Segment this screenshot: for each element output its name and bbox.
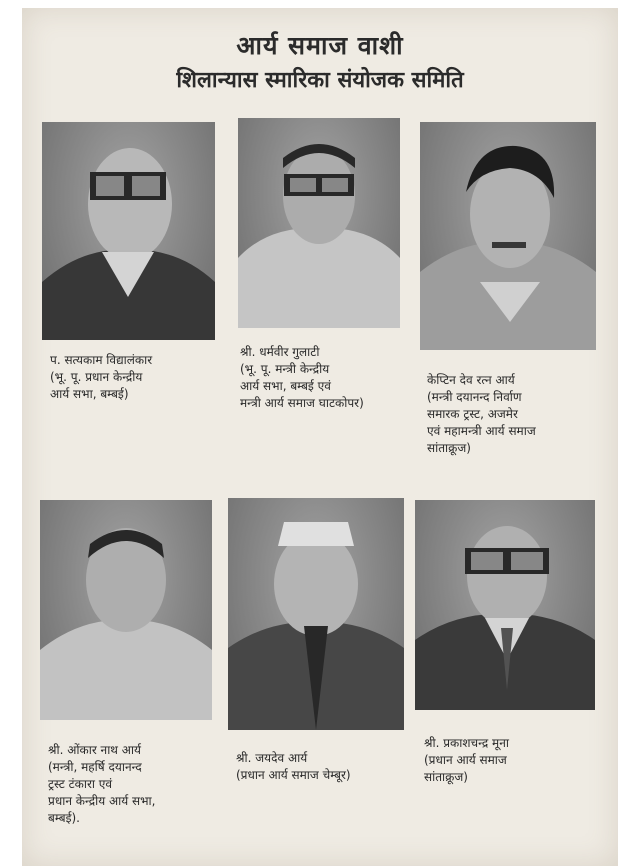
member-name: केप्टिन देव रत्न आर्य	[427, 373, 515, 387]
member-detail-line: आर्य सभा, बम्बई)	[50, 387, 129, 401]
member-name: श्री. ओंकार नाथ आर्य	[48, 743, 142, 757]
member-detail-line: बम्बई).	[48, 811, 80, 825]
member-caption	[236, 750, 351, 784]
member-detail-line: मन्त्री आर्य समाज घाटकोपर)	[240, 396, 364, 410]
member-detail-line: (प्रधान आर्य समाज	[424, 753, 507, 767]
portrait-photo	[42, 122, 215, 340]
portrait-photo	[228, 498, 404, 730]
member-name: श्री. प्रकाशचन्द्र मूना	[424, 736, 510, 750]
member-caption	[427, 372, 536, 457]
member-detail-line: एवं महामन्त्री आर्य समाज	[427, 424, 536, 438]
member-detail-line: आर्य सभा, बम्बई एवं	[240, 379, 331, 393]
portrait-photo	[238, 118, 400, 328]
page-title: आर्य समाज वाशी	[236, 31, 404, 60]
member-caption	[50, 352, 152, 403]
page-subtitle: शिलान्यास स्मारिका संयोजक समिति	[176, 68, 464, 93]
member-name: श्री. धर्मवीर गुलाटी	[240, 345, 320, 359]
portrait-photo	[420, 122, 596, 350]
member-detail-line: (प्रधान आर्य समाज चेम्बूर)	[236, 768, 351, 782]
member-detail-line: (भू. पू. मन्त्री केन्द्रीय	[240, 362, 330, 376]
member-detail-line: (भू. पू. प्रधान केन्द्रीय	[50, 370, 143, 384]
member-caption	[424, 735, 509, 786]
member-detail-line: (मन्त्री, महर्षि दयानन्द	[48, 760, 142, 774]
member-detail-line: ट्रस्ट टंकारा एवं	[48, 777, 113, 791]
member-detail-line: समारक ट्रस्ट, अजमेर	[427, 407, 518, 421]
portrait-photo	[415, 500, 595, 710]
member-detail-line: सांताक्रूज)	[424, 770, 468, 784]
member-caption	[240, 344, 364, 412]
member-detail-line: सांताक्रूज)	[427, 441, 471, 455]
member-name: प. सत्यकाम विद्यालंकार	[50, 353, 153, 367]
member-caption	[48, 742, 155, 827]
member-detail-line: (मन्त्री दयानन्द निर्वाण	[427, 390, 522, 404]
member-detail-line: प्रधान केन्द्रीय आर्य सभा,	[48, 794, 156, 808]
member-name: श्री. जयदेव आर्य	[236, 751, 308, 765]
portrait-photo	[40, 500, 212, 720]
